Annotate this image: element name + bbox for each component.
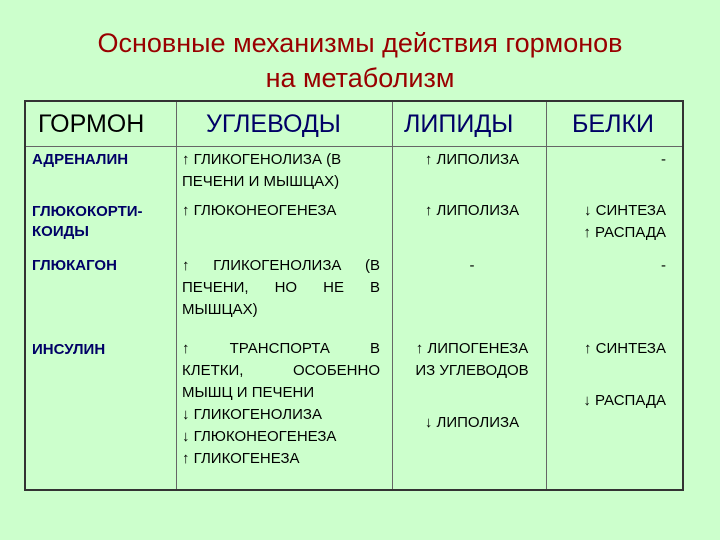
page-title [0,26,720,96]
cell-line: МЫШЦАХ) [182,301,258,318]
row-insulin-proteins-2 [548,390,666,412]
row-glucagon-carbs [182,255,380,321]
header-carbs: УГЛЕВОДЫ [206,110,341,138]
cell-line: ИЗ УГЛЕВОДОВ [415,362,529,379]
cell-line: ↑ ГЛИКОГЕНОЛИЗА (В [182,151,342,168]
cell-line: ↑ ЛИПОЛИЗА [424,202,520,219]
cell-line: ↓ ГЛЮКОНЕОГЕНЕЗА [182,428,337,445]
hormone-table [24,100,684,491]
row-adrenaline-lipids [398,149,546,171]
cell-line: - [661,151,666,168]
row-adrenaline-proteins [548,149,666,171]
cell-line: ↑ ЛИПОГЕНЕЗА [415,340,529,357]
row-glucocorticoids-hormone [32,202,182,242]
cell-line: ↓ РАСПАДА [583,392,666,409]
hormone-name: ИНСУЛИН [32,341,106,358]
header-hormone: ГОРМОН [38,110,145,138]
row-glucagon-proteins [548,255,666,277]
cell-line: ↑ ГЛЮКОНЕОГЕНЕЗА [182,202,337,219]
cell-line: ↑ ГЛИКОГЕНОЛИЗА (В [182,257,380,274]
hormone-name: ГЛЮКАГОН [32,257,117,274]
header-lipids: ЛИПИДЫ [404,110,514,138]
cell-line: ↓ ЛИПОЛИЗА [424,414,520,431]
column-divider [546,102,547,489]
cell-line: ↑ СИНТЕЗА [583,340,666,357]
cell-line: ↓ СИНТЕЗА [583,202,666,219]
row-adrenaline-hormone [32,150,182,170]
header-proteins: БЕЛКИ [572,110,655,138]
row-insulin-proteins [548,338,666,360]
cell-line: - [469,257,475,274]
row-glucagon-lipids [398,255,546,277]
row-insulin-carbs [182,338,380,470]
cell-line: ↑ РАСПАДА [583,224,666,241]
cell-line: ПЕЧЕНИ, НО НЕ В [182,279,380,296]
cell-line: ↑ ГЛИКОГЕНЕЗА [182,450,300,467]
row-insulin-lipids [398,338,546,382]
cell-line: ↓ ГЛИКОГЕНОЛИЗА [182,406,322,423]
row-insulin-lipids-2 [398,412,546,434]
cell-line: МЫШЦ И ПЕЧЕНИ [182,384,315,401]
hormone-name: АДРЕНАЛИН [32,151,129,168]
cell-line: КЛЕТКИ, ОСОБЕННО [182,362,380,379]
cell-line: ↑ ТРАНСПОРТА В [182,340,380,357]
title-line-1: Основные механизмы действия гормонов [97,28,623,58]
row-adrenaline-carbs [182,149,380,193]
column-divider [392,102,393,489]
row-glucocorticoids-carbs [182,200,380,222]
hormone-name: КОИДЫ [32,223,89,240]
header-divider [26,146,682,147]
row-glucagon-hormone [32,256,182,276]
row-glucocorticoids-proteins [548,200,666,244]
cell-line: ПЕЧЕНИ И МЫШЦАХ) [182,173,340,190]
cell-line: - [661,257,666,274]
row-glucocorticoids-lipids [398,200,546,222]
hormone-name: ГЛЮКОКОРТИ- [32,203,143,220]
cell-line: ↑ ЛИПОЛИЗА [424,151,520,168]
title-line-2: на метаболизм [265,63,455,93]
row-insulin-hormone [32,340,182,360]
